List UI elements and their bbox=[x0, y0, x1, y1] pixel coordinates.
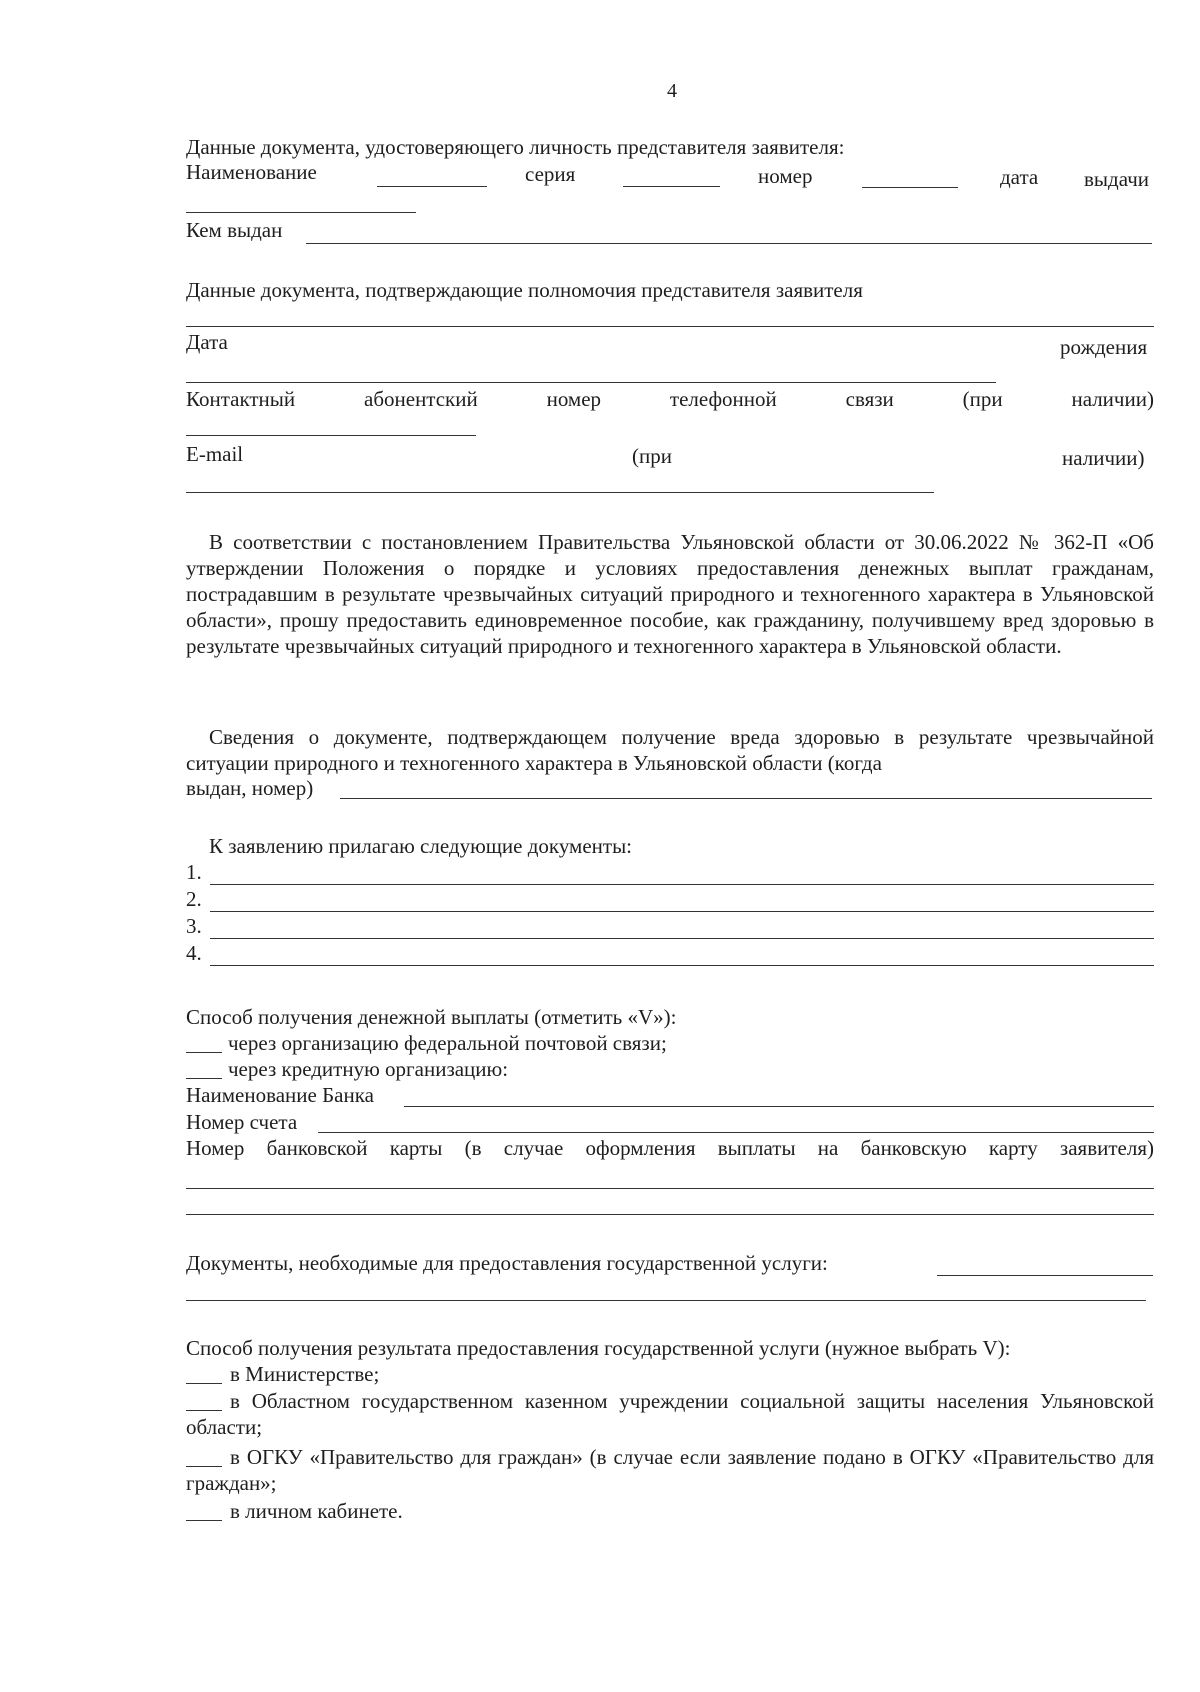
email-nalichii: наличии) bbox=[1062, 446, 1145, 470]
attachment-row-1[interactable] bbox=[186, 860, 1154, 885]
payment-bank-checkbox[interactable] bbox=[186, 1078, 222, 1079]
birth-date-label: Дата bbox=[186, 330, 228, 354]
bank-name-label: Наименование Банка bbox=[186, 1083, 374, 1107]
email-pri: (при bbox=[632, 444, 672, 468]
phone-word-6: (при bbox=[962, 387, 1003, 411]
attachment-number: 3. bbox=[186, 914, 202, 938]
card-label: Номер банковской карты (в случае оформления выплаты на банковскую карту заявителя) bbox=[186, 1136, 1154, 1160]
identity-heading: Данные документа, удостоверяющего личность представителя заявителя: bbox=[186, 135, 845, 159]
documents-needed-label: Документы, необходимые для предоставления государственной услуги: bbox=[186, 1251, 828, 1275]
account-field[interactable] bbox=[318, 1132, 1154, 1133]
phone-word-5: связи bbox=[845, 387, 894, 411]
payment-bank-option: через кредитную организацию: bbox=[228, 1057, 509, 1081]
attachments-heading: К заявлению прилагаю следующие документы: bbox=[209, 834, 633, 858]
documents-needed-field-2[interactable] bbox=[186, 1300, 1146, 1301]
page-number: 4 bbox=[667, 80, 677, 102]
result-ogku-gov-option: в ОГКУ «Правительство для граждан» (в случае если заявление подано в ОГКУ «Правительство для граждан»; bbox=[186, 1445, 1154, 1495]
attachment-number: 2. bbox=[186, 887, 202, 911]
attachment-number: 4. bbox=[186, 941, 202, 965]
payment-post-option: через организацию федеральной почтовой связи; bbox=[228, 1031, 667, 1055]
birth-date-field[interactable] bbox=[186, 382, 996, 383]
identity-name-field[interactable] bbox=[377, 186, 487, 187]
attachment-field[interactable] bbox=[210, 947, 1154, 966]
result-cabinet-checkbox[interactable] bbox=[186, 1520, 222, 1521]
identity-number-field[interactable] bbox=[862, 187, 958, 188]
phone-word-3: номер bbox=[546, 387, 602, 411]
result-ministry-checkbox[interactable] bbox=[186, 1383, 222, 1384]
email-label: E-mail bbox=[186, 442, 244, 466]
email-field[interactable] bbox=[186, 492, 934, 493]
identity-series-label: серия bbox=[525, 162, 576, 186]
phone-word-4: телефонной bbox=[669, 387, 777, 411]
card-field-1[interactable] bbox=[186, 1188, 1154, 1189]
harm-document-text: Сведения о документе, подтверждающем получение вреда здоровью в результате чрезвычайной ситуации природного и техногенного характера в Ульяновской области (когда bbox=[186, 725, 1154, 775]
attachment-row-2[interactable] bbox=[186, 887, 1154, 912]
identity-date-label: дата bbox=[1000, 165, 1039, 189]
phone-word-7: наличии) bbox=[1071, 387, 1154, 411]
bank-name-field[interactable] bbox=[404, 1106, 1154, 1107]
result-ogku-social-option: в Областном государственном казенном учреждении социальной защиты населения Ульяновской области; bbox=[186, 1389, 1154, 1439]
documents-needed-field-1[interactable] bbox=[937, 1275, 1153, 1276]
phone-word-1: Контактный bbox=[186, 387, 296, 411]
authority-heading: Данные документа, подтверждающие полномочия представителя заявителя bbox=[186, 278, 863, 302]
birth-label: рождения bbox=[1060, 335, 1148, 359]
identity-series-field[interactable] bbox=[623, 186, 720, 187]
issued-by-label: Кем выдан bbox=[186, 218, 283, 242]
account-label: Номер счета bbox=[186, 1110, 298, 1134]
attachment-field[interactable] bbox=[210, 920, 1154, 939]
payment-post-checkbox[interactable] bbox=[186, 1052, 222, 1053]
authority-field[interactable] bbox=[186, 326, 1154, 327]
identity-issue-label: выдачи bbox=[1084, 167, 1149, 191]
card-field-2[interactable] bbox=[186, 1214, 1154, 1215]
phone-field[interactable] bbox=[186, 435, 476, 436]
issued-by-field[interactable] bbox=[306, 243, 1152, 244]
attachment-field[interactable] bbox=[210, 866, 1154, 885]
attachment-field[interactable] bbox=[210, 893, 1154, 912]
harm-document-tail: выдан, номер) bbox=[186, 776, 314, 800]
harm-document-field[interactable] bbox=[340, 798, 1152, 799]
payment-heading: Способ получения денежной выплаты (отметить «V»): bbox=[186, 1005, 677, 1029]
attachment-number: 1. bbox=[186, 860, 202, 884]
request-paragraph: В соответствии с постановлением Правительства Ульяновской области от 30.06.2022 № 362-П «Об утверждении Положения о порядке и условиях предоставления денежных выплат гражданам, пострадавшим в результате чрезвычайных ситуаций природного и техногенного характера в Ульяновской области», прошу предоставить единовременное пособие, как гражданину, получившему вред здоровью в результате чрезвычайных ситуаций природного и техногенного характера в Ульяновской области. bbox=[186, 530, 1154, 658]
identity-issue-date-field[interactable] bbox=[186, 212, 416, 213]
phone-label-row bbox=[186, 387, 1154, 412]
result-cabinet-option: в личном кабинете. bbox=[230, 1499, 403, 1523]
result-heading: Способ получения результата предоставления государственной услуги (нужное выбрать V): bbox=[186, 1336, 1011, 1360]
attachment-row-3[interactable] bbox=[186, 914, 1154, 939]
result-ministry-option: в Министерстве; bbox=[230, 1362, 380, 1386]
phone-word-2: абонентский bbox=[364, 387, 478, 411]
identity-name-label: Наименование bbox=[186, 160, 317, 184]
attachment-row-4[interactable] bbox=[186, 941, 1154, 966]
identity-number-label: номер bbox=[758, 164, 813, 188]
